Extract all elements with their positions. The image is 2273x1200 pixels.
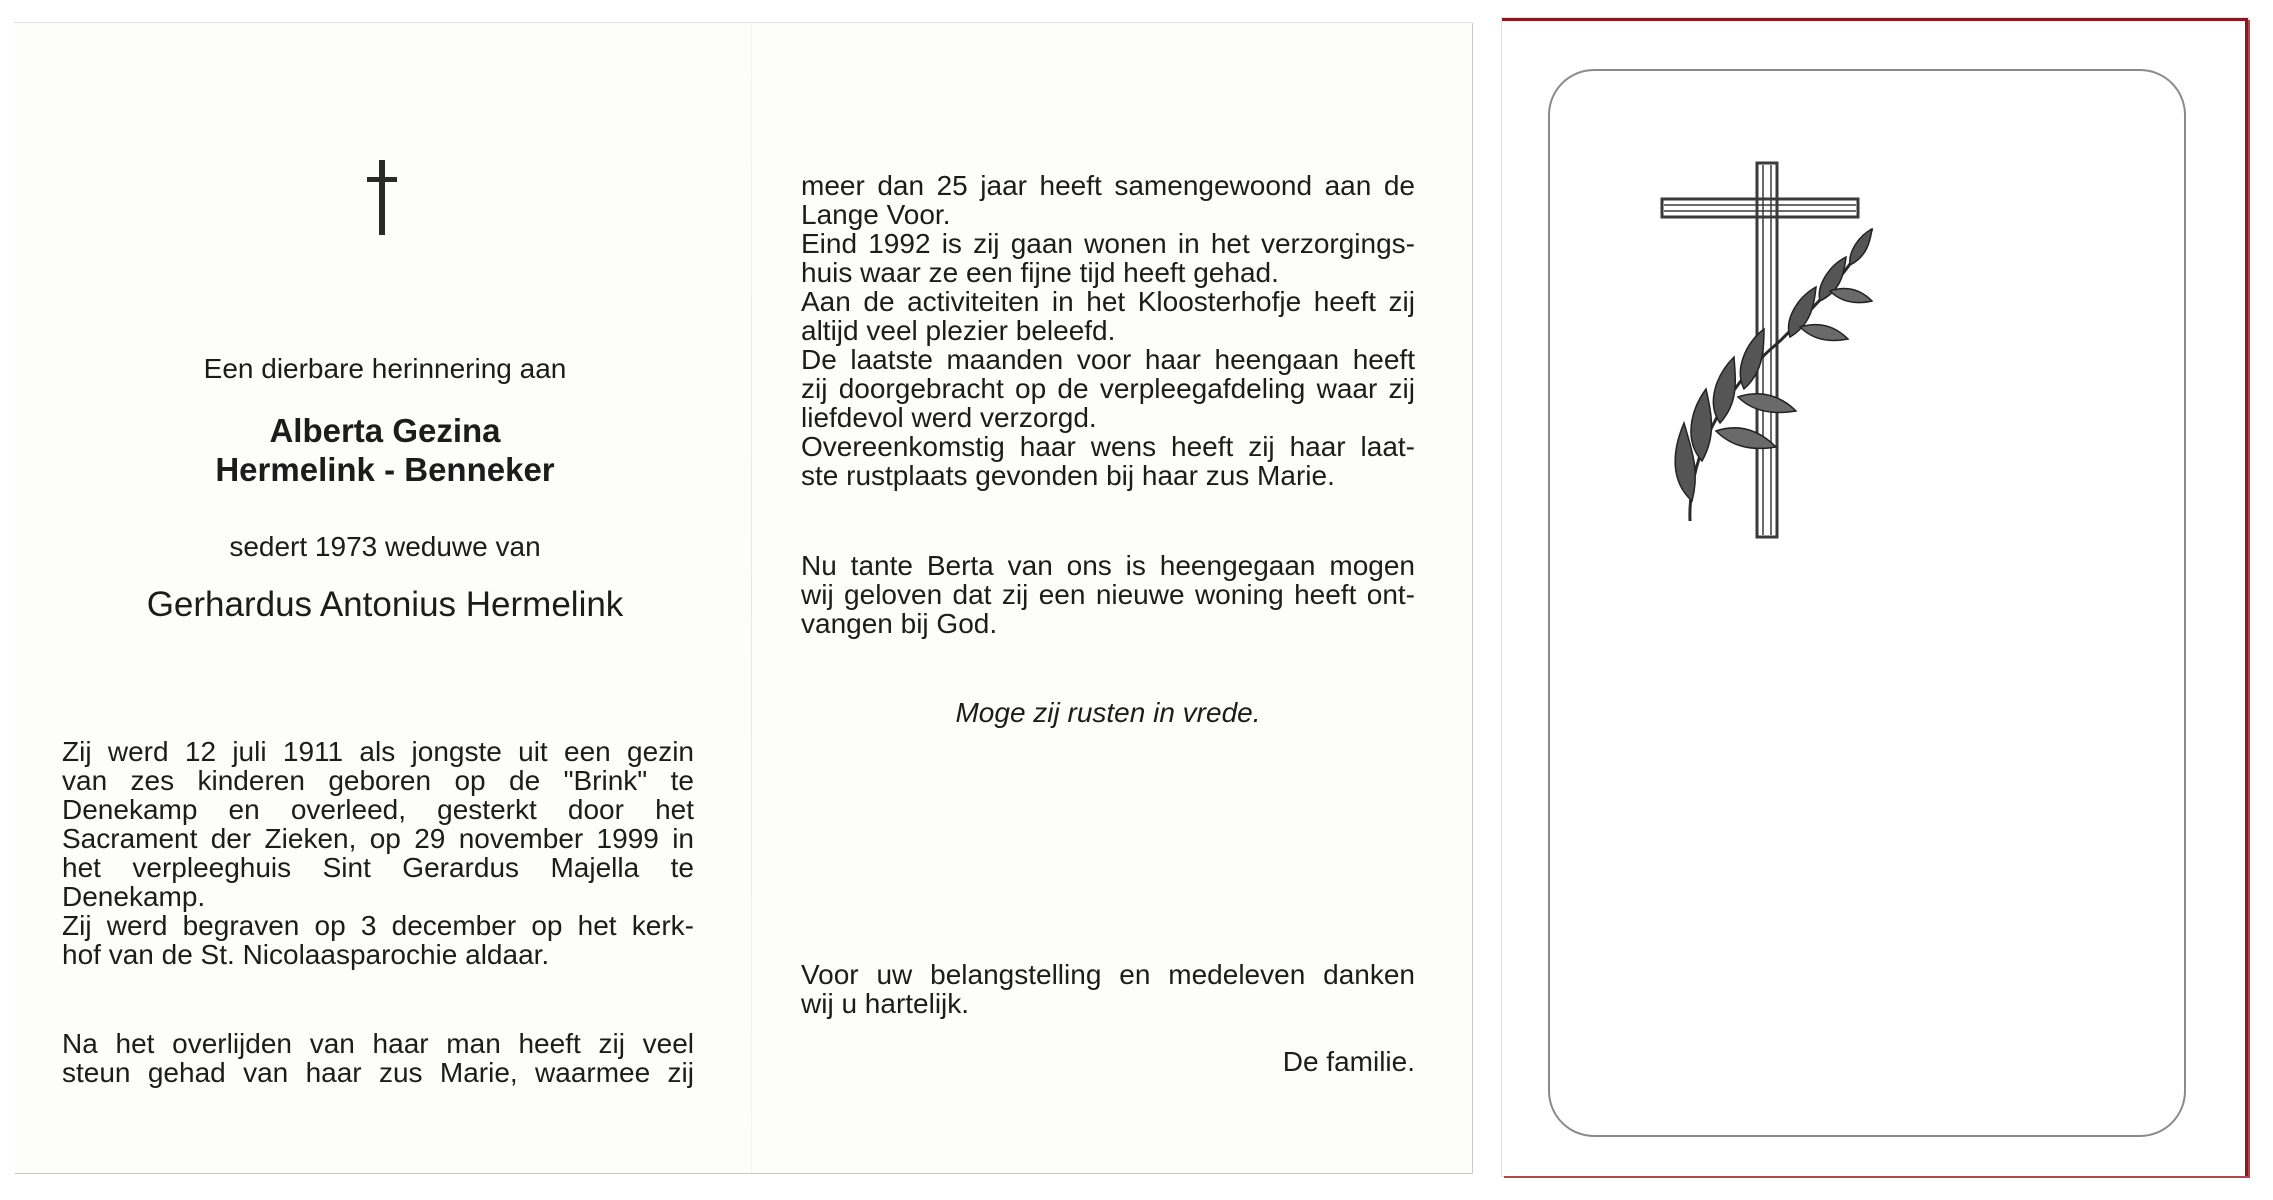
life-story-line: Aan de activiteiten in het Kloosterhofje heeft zij [801,286,1415,317]
faith-line: vangen bij God. [801,608,998,639]
thanks-line: Voor uw belangstelling en medeleven danken [801,959,1415,990]
cross-with-palm-icon [1660,161,1916,539]
faith-line: Nu tante Berta van ons is heengegaan mogen [801,550,1415,581]
husband-name: Gerhardus Antonius Hermelink [146,585,624,624]
blessing-text: Moge zij rusten in vrede. [955,697,1261,728]
faith-line: wij geloven dat zij een nieuwe woning heeft ont- [801,579,1415,610]
life-story-line: liefdevol werd verzorgd. [801,402,1097,433]
life-story-line: ste rustplaats gevonden bij haar zus Marie. [801,460,1335,491]
deceased-name-first: Alberta Gezina [269,412,501,449]
biography-line: hof van de St. Nicolaasparochie aldaar. [62,939,550,970]
deceased-name-last: Hermelink - Benneker [215,451,555,488]
life-story-line: Eind 1992 is zij gaan wonen in het verzorgings- [801,228,1415,259]
thanks-line: wij u hartelijk. [801,988,970,1019]
cross-icon [365,160,399,235]
card-fold [751,23,752,1173]
biography-line: Zij werd 12 juli 1911 als jongste uit een gezin [62,736,694,767]
life-story-line: Lange Voor. [801,199,951,230]
life-story-line: huis waar ze een fijne tijd heeft gehad. [801,257,1279,288]
biography-line: het verpleeghuis Sint Gerardus Majella te [62,852,694,883]
biography-line: Na het overlijden van haar man heeft zij veel [62,1028,694,1059]
life-story-line: meer dan 25 jaar heeft samengewoond aan de [801,170,1415,201]
biography-line: steun gehad van haar zus Marie, waarmee zij [62,1057,694,1088]
life-story-line: altijd veel plezier beleefd. [801,315,1116,346]
widow-since-text: sedert 1973 weduwe van [229,531,541,562]
biography-line: Zij werd begraven op 3 december op het kerk- [62,910,694,941]
life-story-line: Overeenkomstig haar wens heeft zij haar laat- [801,431,1415,462]
card-front [1502,18,2248,1176]
biography-paragraph-continued [62,1029,694,1087]
faith-paragraph [801,551,1415,638]
biography-line: van zes kinderen geboren op de "Brink" te [62,765,694,796]
biography-line: Denekamp. [62,881,206,912]
life-story-paragraph [801,171,1415,490]
biography-line: Denekamp en overleed, gesterkt door het [62,794,694,825]
memorial-header: Een dierbare herinnering aan [203,353,567,384]
life-story-line: De laatste maanden voor haar heengaan heeft [801,344,1415,375]
thanks-paragraph [801,960,1415,1018]
signature-text: De familie. [1282,1046,1415,1077]
biography-paragraph [62,737,694,969]
life-story-line: zij doorgebracht op de verpleegafdeling waar zij [801,373,1415,404]
biography-line: Sacrament der Zieken, op 29 november 1999 in [62,823,694,854]
